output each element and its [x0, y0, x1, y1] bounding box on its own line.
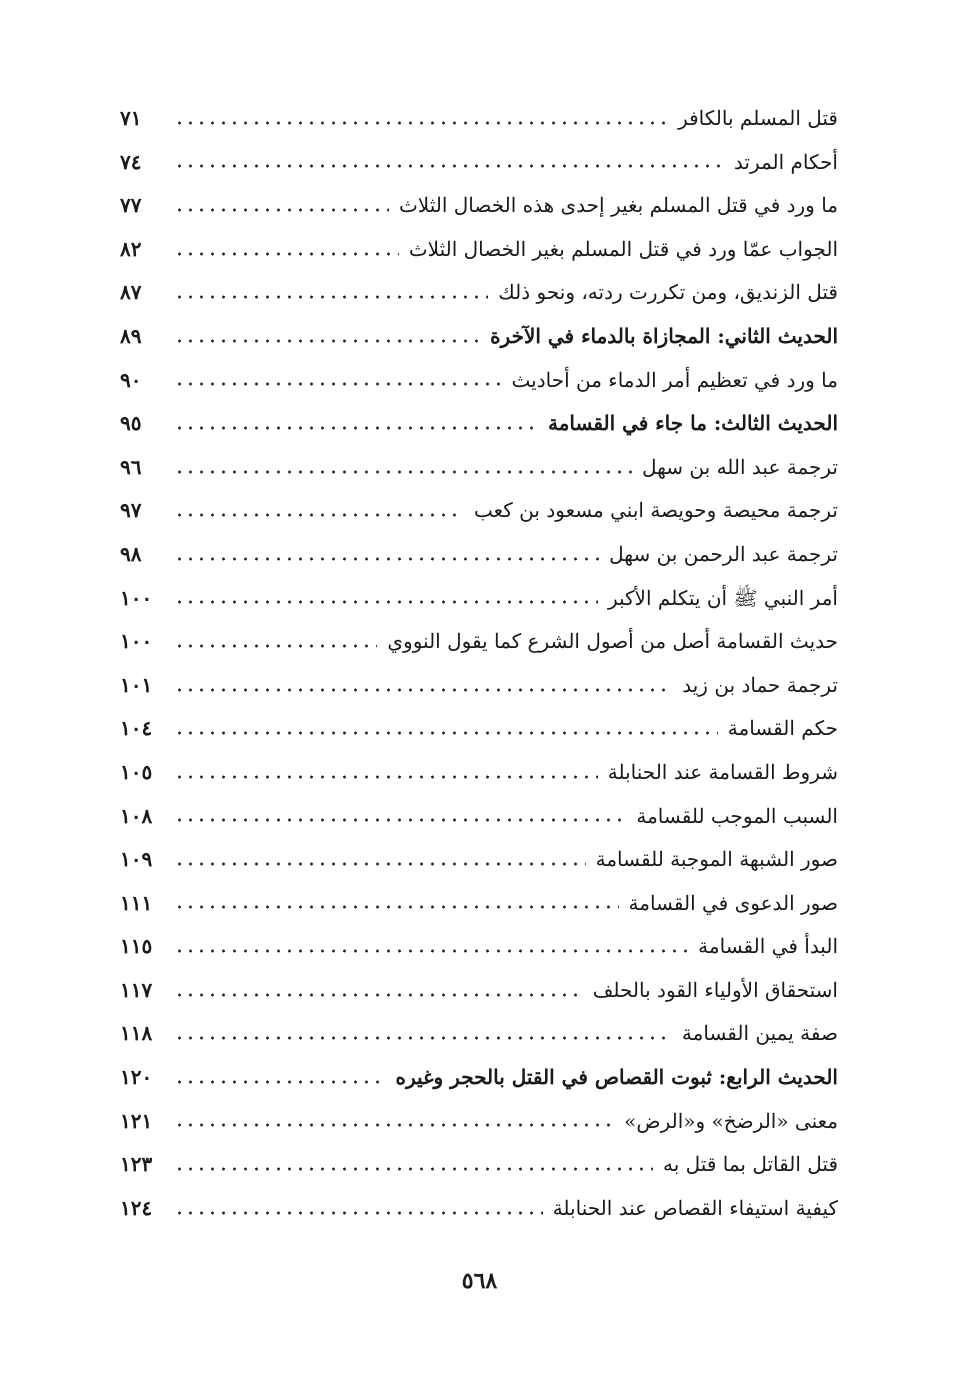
toc-entry-page: ١٢١	[120, 1108, 153, 1133]
toc-entry-title: ترجمة حماد بن زيد	[682, 672, 838, 697]
toc-entry-title: ترجمة عبد الرحمن بن سهل	[609, 541, 838, 566]
dot-leader	[174, 992, 583, 998]
toc-entry-page: ١٠٥	[120, 759, 153, 784]
toc-entry-page: ١١١	[120, 890, 153, 915]
dot-leader	[174, 861, 586, 867]
dot-leader	[174, 904, 619, 910]
toc-entry	[120, 1012, 838, 1056]
toc-entry-title: حكم القسامة	[727, 716, 838, 741]
toc-entry-page: ٩٥	[120, 411, 142, 436]
toc-entry-title: الحديث الرابع: ثبوت القصاص في القتل بالحجر وغيره	[395, 1065, 838, 1090]
toc-entry	[120, 1100, 838, 1144]
dot-leader	[174, 163, 724, 169]
toc-entry-page: ٩٧	[120, 498, 142, 523]
toc-entry-title: ترجمة عبد الله بن سهل	[641, 454, 838, 479]
dot-leader	[174, 469, 632, 475]
toc-entry	[120, 620, 838, 664]
toc-entry-page: ٨٩	[120, 323, 142, 348]
dot-leader	[174, 774, 598, 780]
toc-entry-title: استحقاق الأولياء القود بالحلف	[592, 977, 838, 1002]
toc-entry	[120, 707, 838, 751]
toc-entry-title: الحديث الثاني: المجازاة بالدماء في الآخرة	[490, 323, 838, 348]
dot-leader	[174, 687, 672, 693]
toc-entry	[120, 271, 838, 315]
toc-entry	[120, 664, 838, 708]
toc-entry	[120, 489, 838, 533]
toc-entry-title: معنى «الرضخ» و«الرض»	[624, 1108, 838, 1133]
dot-leader	[174, 1210, 543, 1216]
toc-entry-title: أحكام المرتد	[733, 149, 838, 174]
toc-entry	[120, 1143, 838, 1187]
toc-entry-page: ١٠٨	[120, 803, 153, 828]
toc-entry-page: ١٠١	[120, 672, 153, 697]
toc-entry	[120, 97, 838, 141]
dot-leader	[174, 381, 502, 387]
dot-leader	[174, 294, 488, 300]
toc-entry	[120, 1187, 838, 1231]
toc-entry-page: ٩٨	[120, 541, 142, 566]
toc-entry	[120, 228, 838, 272]
toc-entry	[120, 184, 838, 228]
toc-entry-page: ١٠٠	[120, 585, 153, 610]
toc-entry-title: شروط القسامة عند الحنابلة	[607, 759, 838, 784]
dot-leader	[174, 120, 668, 126]
toc-entry-title: الحديث الثالث: ما جاء في القسامة	[547, 411, 838, 436]
toc-entry-title: قتل المسلم بالكافر	[678, 106, 838, 130]
dot-leader	[174, 512, 464, 518]
toc-entry-title: صفة يمين القسامة	[681, 1021, 838, 1046]
toc-entry-page: ٧٧	[120, 193, 142, 218]
table-of-contents	[120, 97, 838, 1230]
toc-entry	[120, 925, 838, 969]
toc-entry-title: صور الشبهة الموجبة للقسامة	[595, 847, 838, 872]
dot-leader	[174, 251, 399, 257]
toc-entry	[120, 969, 838, 1013]
page-number: ٥٦٨	[461, 1268, 498, 1294]
toc-entry	[120, 751, 838, 795]
dot-leader	[174, 817, 626, 823]
toc-entry	[120, 882, 838, 926]
toc-entry-title: حديث القسامة أصل من أصول الشرع كما يقول النووي	[387, 629, 838, 654]
toc-entry	[120, 141, 838, 185]
dot-leader	[174, 338, 480, 344]
toc-entry-page: ١١٥	[120, 934, 153, 959]
toc-entry	[120, 359, 838, 403]
toc-entry	[120, 838, 838, 882]
toc-entry-page: ١٠٤	[120, 716, 153, 741]
dot-leader	[174, 1035, 672, 1041]
dot-leader	[174, 425, 538, 431]
toc-entry-page: ٩٦	[120, 454, 142, 479]
toc-entry-title: قتل القاتل بما قتل به	[663, 1152, 838, 1177]
dot-leader	[174, 948, 688, 954]
toc-entry	[120, 577, 838, 621]
toc-entry-title: كيفية استيفاء القصاص عند الحنابلة	[552, 1195, 838, 1220]
dot-leader	[174, 556, 599, 562]
toc-entry-title: قتل الزنديق، ومن تكررت ردته، ونحو ذلك	[498, 280, 838, 305]
toc-section-heading	[120, 402, 838, 446]
dot-leader	[174, 1122, 614, 1128]
toc-entry	[120, 533, 838, 577]
toc-entry-page: ٧٤	[120, 149, 142, 174]
toc-entry-page: ١٢٣	[120, 1152, 153, 1177]
toc-section-heading	[120, 1056, 838, 1100]
toc-entry-title: ما ورد في قتل المسلم بغير إحدى هذه الخصال الثلاث	[398, 193, 838, 218]
dot-leader	[174, 207, 389, 213]
dot-leader	[174, 643, 377, 649]
toc-entry	[120, 795, 838, 839]
toc-entry-title: صور الدعوى في القسامة	[628, 890, 838, 915]
toc-entry-title: أمر النبي ﷺ أن يتكلم الأكبر	[607, 585, 838, 610]
toc-section-heading	[120, 315, 838, 359]
toc-entry-title: السبب الموجب للقسامة	[636, 803, 838, 828]
toc-entry-page: ١١٨	[120, 1021, 153, 1046]
toc-entry-page: ١٠٩	[120, 847, 153, 872]
toc-entry-title: ترجمة محيصة وحويصة ابني مسعود بن كعب	[474, 498, 838, 523]
toc-entry-page: ١٢٤	[120, 1195, 153, 1220]
dot-leader	[174, 1079, 386, 1085]
toc-entry-title: البدأ في القسامة	[698, 934, 838, 959]
toc-entry-page: ١٢٠	[120, 1065, 153, 1090]
dot-leader	[174, 730, 718, 736]
toc-entry-page: ٧١	[120, 106, 142, 130]
toc-entry-page: ٨٢	[120, 236, 142, 261]
toc-entry-title: الجواب عمّا ورد في قتل المسلم بغير الخصال الثلاث	[408, 236, 838, 261]
toc-entry	[120, 446, 838, 490]
toc-entry-page: ١١٧	[120, 977, 153, 1002]
dot-leader	[174, 1166, 653, 1172]
dot-leader	[174, 599, 598, 605]
toc-entry-page: ١٠٠	[120, 629, 153, 654]
toc-entry-page: ٩٠	[120, 367, 142, 392]
toc-entry-title: ما ورد في تعظيم أمر الدماء من أحاديث	[511, 367, 838, 392]
toc-entry-page: ٨٧	[120, 280, 142, 305]
